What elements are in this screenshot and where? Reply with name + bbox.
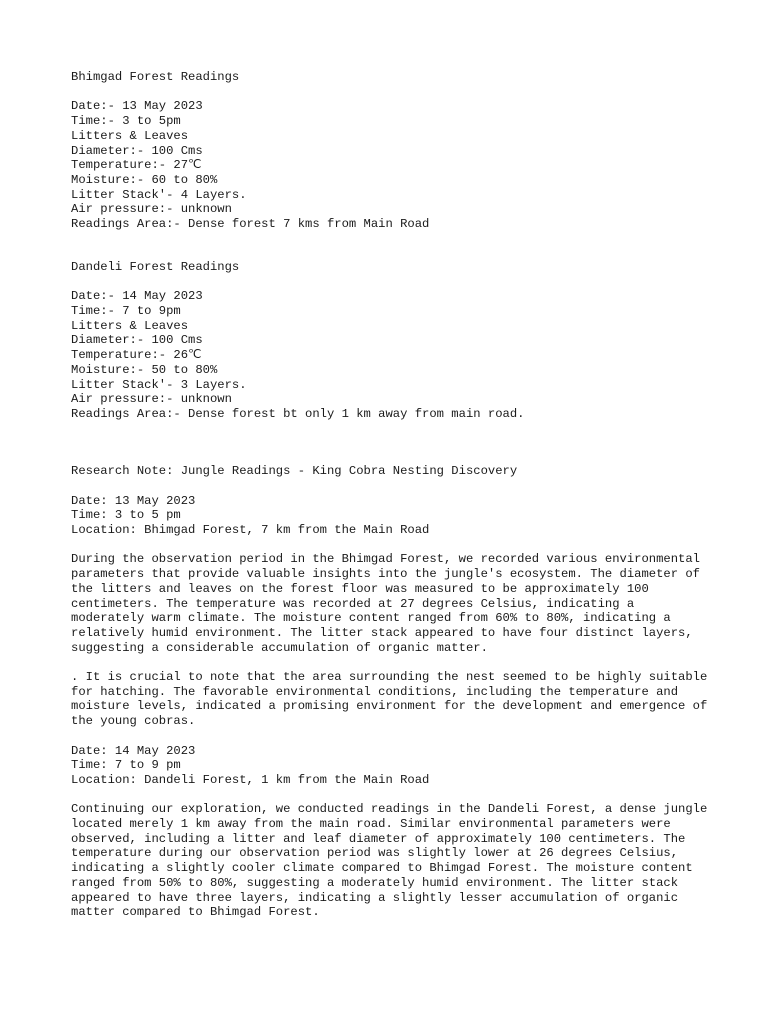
dandeli-readings-section bbox=[71, 260, 711, 422]
entry2-time: Time: 7 to 9 pm bbox=[71, 758, 181, 773]
dandeli-diameter: Diameter:- 100 Cms bbox=[71, 333, 203, 348]
entry1-paragraph-1: During the observation period in the Bhimgad Forest, we recorded various environmental parameters that provide valuable insights into the jungle's ecosystem. The diameter of the litters and leaves on the forest floor was measured to be approximately 100 centimeters. The temperature was recorded at 27 degrees Celsius, indicating a moderately warm climate. The moisture content ranged from 60% to 80%, indicating a relatively humid environment. The litter stack appeared to have four distinct layers, suggesting a considerable accumulation of organic matter. bbox=[71, 552, 700, 655]
dandeli-temperature: Temperature:- 26℃ bbox=[71, 348, 202, 363]
dandeli-date: Date:- 14 May 2023 bbox=[71, 289, 203, 304]
dandeli-area: Readings Area:- Dense forest bt only 1 km away from main road. bbox=[71, 406, 525, 421]
bhimgad-date: Date:- 13 May 2023 bbox=[71, 99, 203, 114]
dandeli-title: Dandeli Forest Readings bbox=[71, 259, 240, 274]
entry2-location: Location: Dandeli Forest, 1 km from the Main Road bbox=[71, 772, 430, 787]
dandeli-air-pressure: Air pressure:- unknown bbox=[71, 392, 232, 407]
bhimgad-litter-stack: Litter Stack'- 4 Layers. bbox=[71, 187, 247, 202]
document-page bbox=[71, 70, 711, 920]
bhimgad-diameter: Diameter:- 100 Cms bbox=[71, 143, 203, 158]
entry1-paragraph-2: . It is crucial to note that the area surrounding the nest seemed to be highly suitable for hatching. The favorable environmental conditions, including the temperature and moisture levels, indicated a promising environment for the development and emergence of the young cobras. bbox=[71, 670, 708, 729]
dandeli-time: Time:- 7 to 9pm bbox=[71, 304, 181, 318]
entry2-paragraph-1: Continuing our exploration, we conducted readings in the Dandeli Forest, a dense jungle located merely 1 km away from the main road. Similar environmental parameters were observed, including a litter and leaf diameter of approximately 100 centimeters. The temperature during our observation period was slightly lower at 26 degrees Celsius, indicating a slightly cooler climate compared to Bhimgad Forest. The moisture content ranged from 50% to 80%, suggesting a moderately humid environment. The litter stack appeared to have three layers, indicating a slightly lesser accumulation of organic matter compared to Bhimgad Forest. bbox=[71, 802, 708, 920]
research-note-section bbox=[71, 464, 711, 920]
dandeli-category: Litters & Leaves bbox=[71, 318, 189, 333]
research-note-title: Research Note: Jungle Readings - King Cobra Nesting Discovery bbox=[71, 464, 518, 479]
bhimgad-time: Time:- 3 to 5pm bbox=[71, 114, 181, 129]
bhimgad-title: Bhimgad Forest Readings bbox=[71, 70, 240, 84]
bhimgad-area: Readings Area:- Dense forest 7 kms from Main Road bbox=[71, 217, 430, 232]
bhimgad-readings-section bbox=[71, 70, 711, 232]
bhimgad-category: Litters & Leaves bbox=[71, 128, 189, 143]
bhimgad-temperature: Temperature:- 27℃ bbox=[71, 158, 202, 173]
bhimgad-air-pressure: Air pressure:- unknown bbox=[71, 202, 232, 217]
bhimgad-moisture: Moisture:- 60 to 80% bbox=[71, 172, 218, 187]
entry1-time: Time: 3 to 5 pm bbox=[71, 508, 181, 523]
entry1-location: Location: Bhimgad Forest, 7 km from the Main Road bbox=[71, 523, 430, 538]
entry1-date: Date: 13 May 2023 bbox=[71, 493, 196, 508]
dandeli-moisture: Moisture:- 50 to 80% bbox=[71, 362, 218, 377]
dandeli-litter-stack: Litter Stack'- 3 Layers. bbox=[71, 377, 247, 392]
entry2-date: Date: 14 May 2023 bbox=[71, 743, 196, 758]
